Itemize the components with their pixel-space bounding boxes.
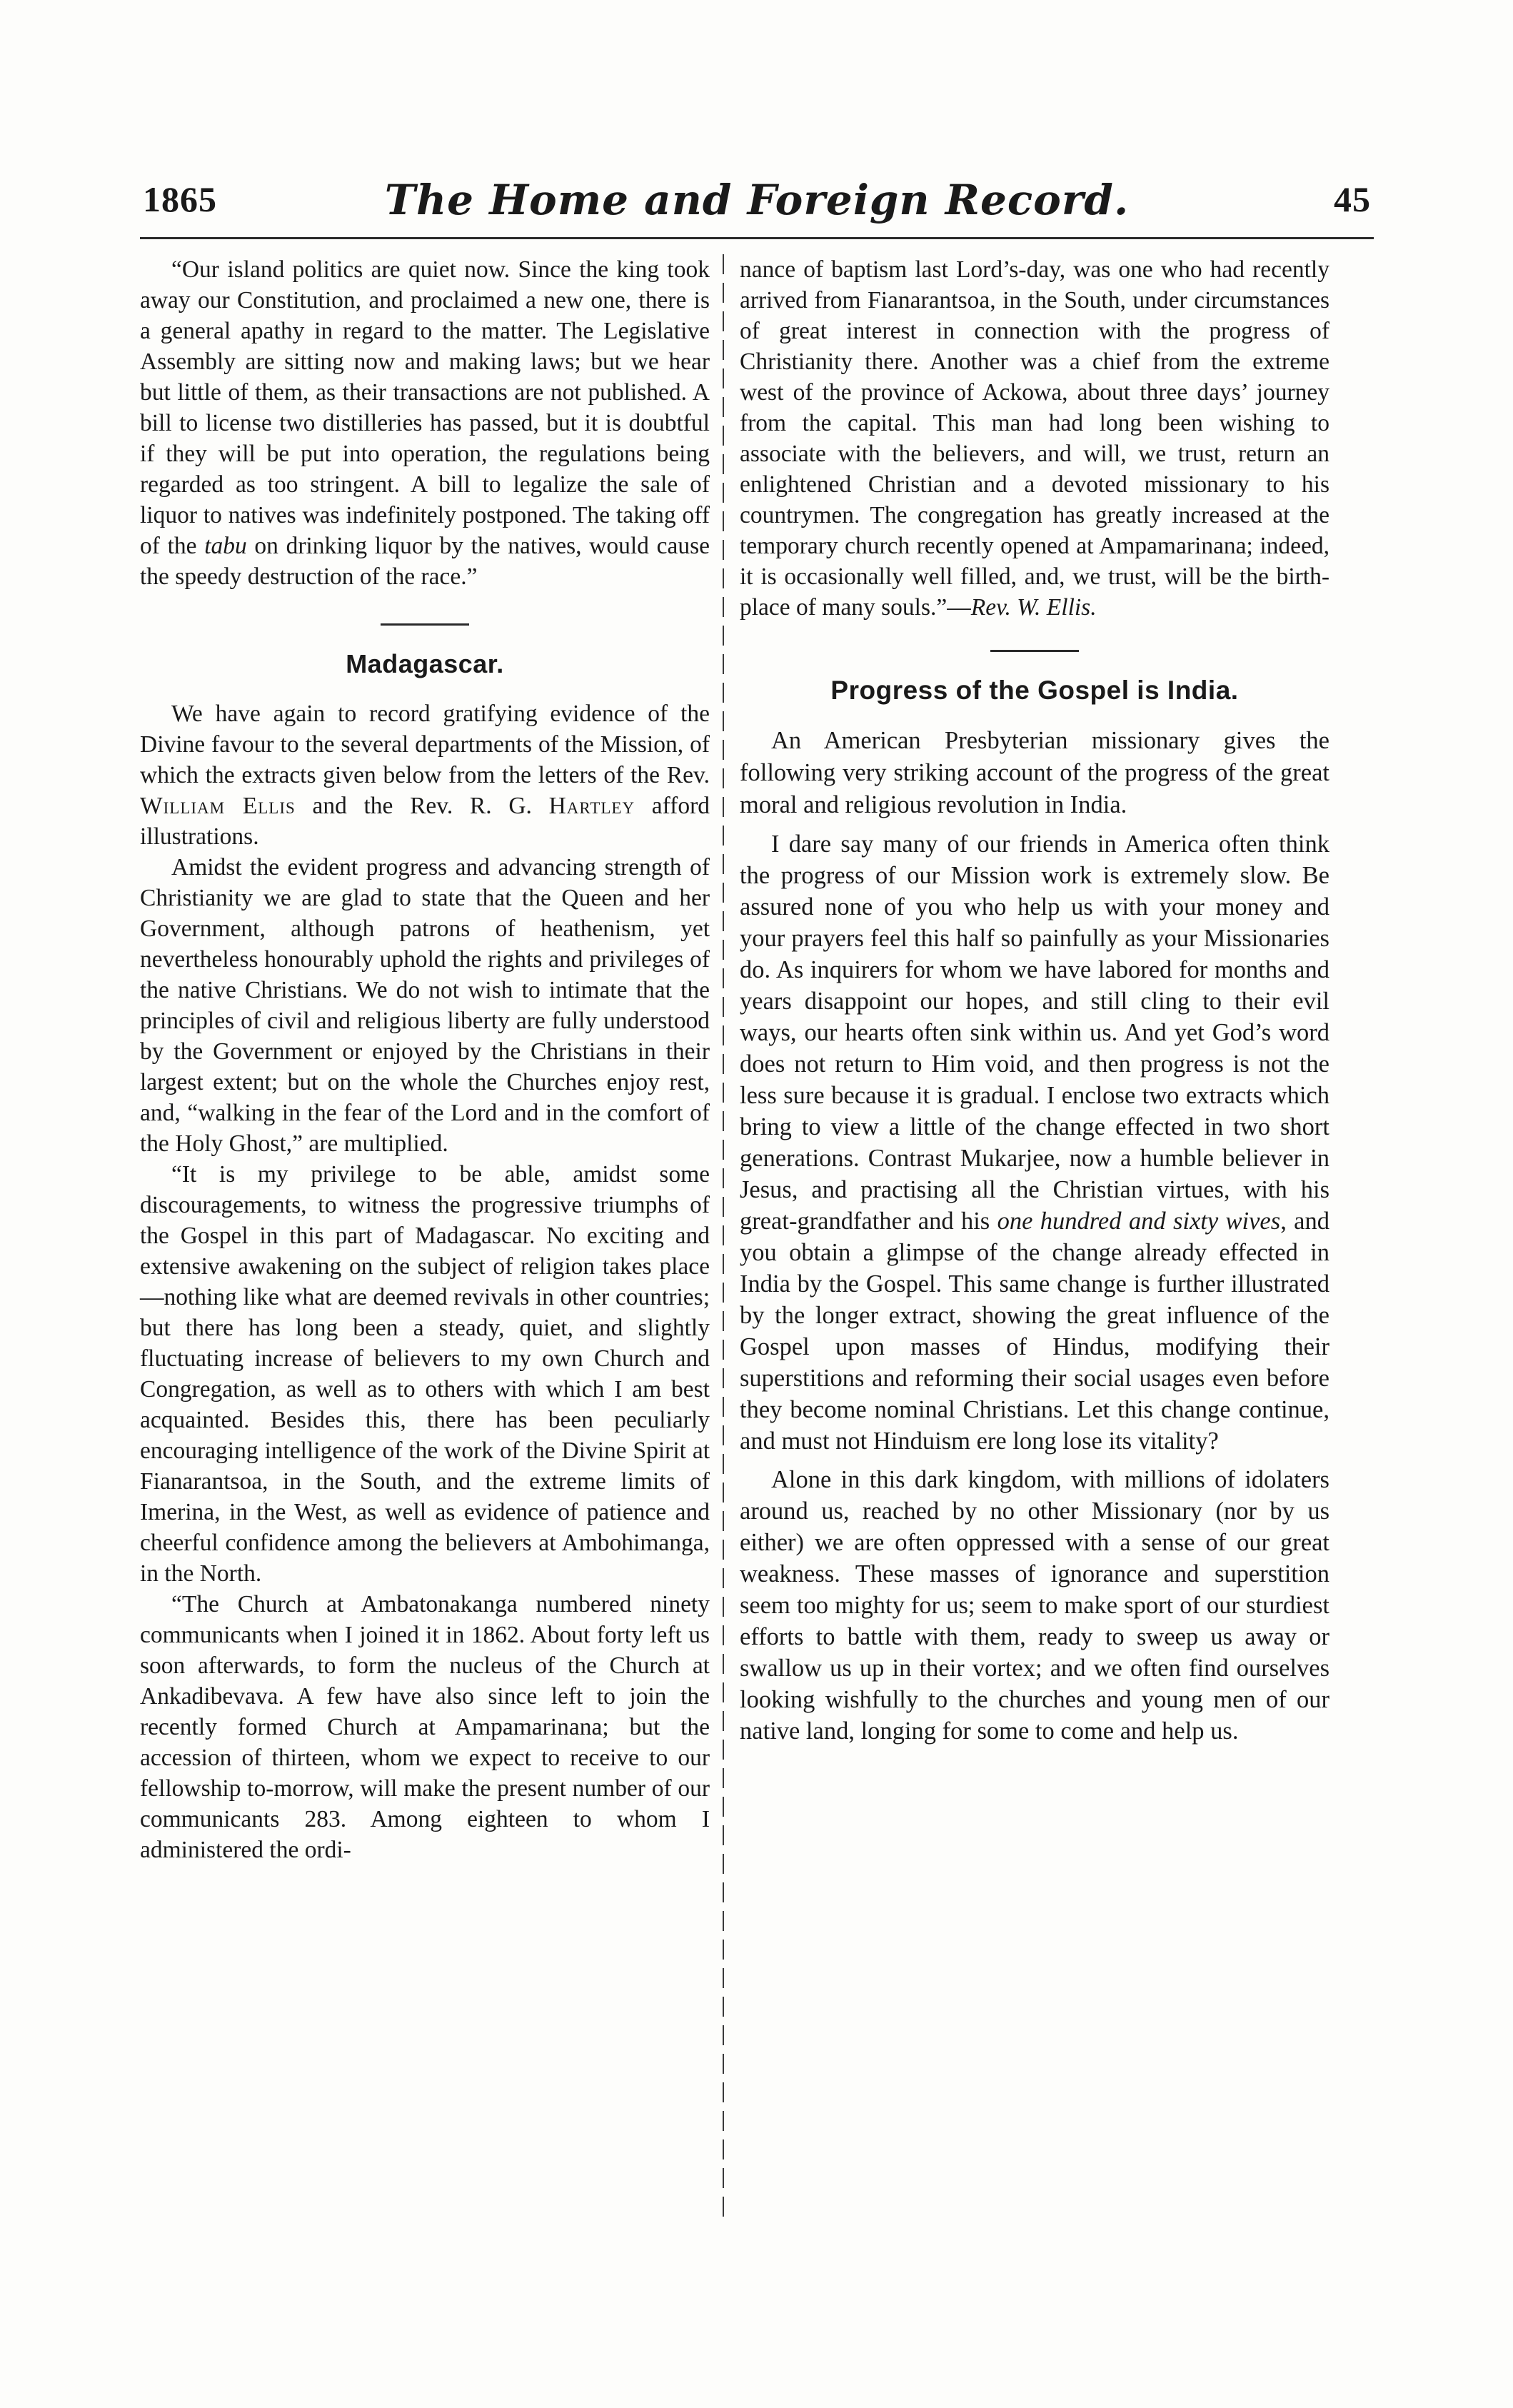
quote-paragraph: “Our island politics are quiet now. Since the king took away our Constitution, and proclaimed a new one, there is a general apathy in regard to the matter. The Legislative Assembly are sitting now and making laws; but we hear but little of them, as their transactions are not published. A bill to license two distilleries has passed, but it is doubtful if they will be put into operation, the regulations being regarded as too stringent. A bill to legalize the sale of liquor to natives was indefinitely postponed. The taking off of the tabu on drinking liquor by the natives, would cause the speedy destruction of the race.” bbox=[140, 256, 710, 590]
madagascar-paragraph-4: “The Church at Ambatonakanga numbered ninety communicants when I joined it in 1862. About forty left us soon afterwards, to form the nucleus of the Church at Ankadibevava. A few have also since left to join the recently formed Church at Ampamarinana; but the accession of thirteen, whom we expect to receive to our fellowship to-morrow, will make the present number of our communicants 283. Among eighteen to whom I administered the ordi- bbox=[140, 1591, 710, 1863]
section-rule bbox=[990, 650, 1079, 652]
madagascar-paragraph-2: Amidst the evident progress and advancing strength of Christianity we are glad to state that the Queen and her Government, although patrons of heathenism, yet nevertheless honourably uphold the rights and privileges of the native Christians. We do not wish to intimate that the principles of civil and religious liberty are fully understood by the Government or enjoyed by the Christians in their largest extent; but on the whole the Churches enjoy rest, and, “walking in the fear of the Lord and in the comfort of the Holy Ghost,” are multiplied. bbox=[140, 854, 710, 1157]
india-intro-paragraph: An American Presbyterian missionary gives the following very striking account of the progress of the great moral and religious revolution in India. bbox=[740, 727, 1329, 818]
running-head bbox=[143, 176, 1371, 229]
madagascar-heading: Madagascar. bbox=[346, 649, 504, 678]
header-year: 1865 bbox=[143, 179, 217, 219]
right-column bbox=[740, 254, 1329, 1747]
journal-title: The Home and Foreign Record. bbox=[384, 176, 1130, 224]
header-rule bbox=[140, 237, 1374, 239]
signature: Rev. W. Ellis. bbox=[970, 594, 1097, 621]
section-rule bbox=[381, 623, 469, 626]
author-name-hartley: Hartley bbox=[548, 793, 635, 819]
continued-paragraph: nance of baptism last Lord’s-day, was one who had recently arrived from Fianarantsoa, in the South, under circumstances of great interest in connection with the progress of Christianity there. Another was a chief from the extreme west of the province of Ackowa, about three days’ journey from the capital. This man had long been wishing to associate with the believers, and will, we trust, return an enlightened Christian and a devoted missionary to his countrymen. The congregation has greatly increased at the temporary church recently opened at Ampamarinana; indeed, it is occasionally well filled, and, we trust, will be the birth-place of many souls.”—Rev. W. Ellis. bbox=[740, 256, 1329, 621]
madagascar-paragraph-3: “It is my privilege to be able, amidst some discouragements, to witness the progressive triumphs of the Gospel in this part of Madagascar. No exciting and extensive awakening on the subject of religion takes place—nothing like what are deemed revivals in other countries; but there has long been a steady, quiet, and slightly fluctuating increase of believers to my own Church and Congregation, as well as to others with which I am best acquainted. Besides this, there has been peculiarly encouraging intelligence of the work of the Divine Spirit at Fianarantsoa, in the South, and the extreme limits of Imerina, in the West, as well as evidence of patience and cheerful confidence among the believers at Ambohimanga, in the North. bbox=[140, 1161, 710, 1587]
india-paragraph-2: I dare say many of our friends in America often think the progress of our Mission work is extremely slow. Be assured none of you who help us with your money and your prayers feel this half so painfully as your Missionaries do. As inquirers for whom we have labored for months and years disappoint our hopes, and still cling to their evil ways, our hearts often sink within us. And yet God’s word does not return to Him void, and then progress is not the less sure because it is gradual. I enclose two extracts which bring to view a little of the change effected in two short generations. Contrast Mukarjee, now a humble believer in Jesus, and practising all the Christian virtues, with his great-grandfather and his one hundred and sixty wives, and you obtain a glimpse of the change already effected in India by the Gospel. This same change is further illustrated by the longer extract, showing the great influence of the Gospel upon masses of Hindus, modifying their superstitions and reforming their social usages even before they become nominal Christians. Let this change continue, and must not Hinduism ere long lose its vitality? bbox=[740, 831, 1329, 1455]
page-number: 45 bbox=[1334, 179, 1371, 219]
column-divider bbox=[723, 254, 724, 2225]
left-column bbox=[140, 254, 710, 1865]
italic-phrase: one hundred and sixty wives bbox=[997, 1208, 1281, 1235]
india-heading: Progress of the Gospel is India. bbox=[830, 676, 1239, 705]
madagascar-intro-paragraph: We have again to record gratifying evidence of the Divine favour to the several departments of the Mission, of which the extracts given below from the letters of the Rev. William Ellis and the Rev. R. G. Hartley afford illustrations. bbox=[140, 701, 710, 850]
tabu-word: tabu bbox=[204, 533, 247, 559]
author-name-ellis: William Ellis bbox=[140, 793, 296, 819]
india-paragraph-3: Alone in this dark kingdom, with millions of idolaters around us, reached by no other Missionary (nor by us either) we are often oppressed with a sense of our great weakness. These masses of ignorance and superstition seem too mighty for us; seem to make sport of our sturdiest efforts to battle with them, ready to sweep us away or swallow us up in their vortex; and we often find ourselves looking wishfully to the churches and young men of our native land, longing for some to come and help us. bbox=[740, 1466, 1329, 1745]
